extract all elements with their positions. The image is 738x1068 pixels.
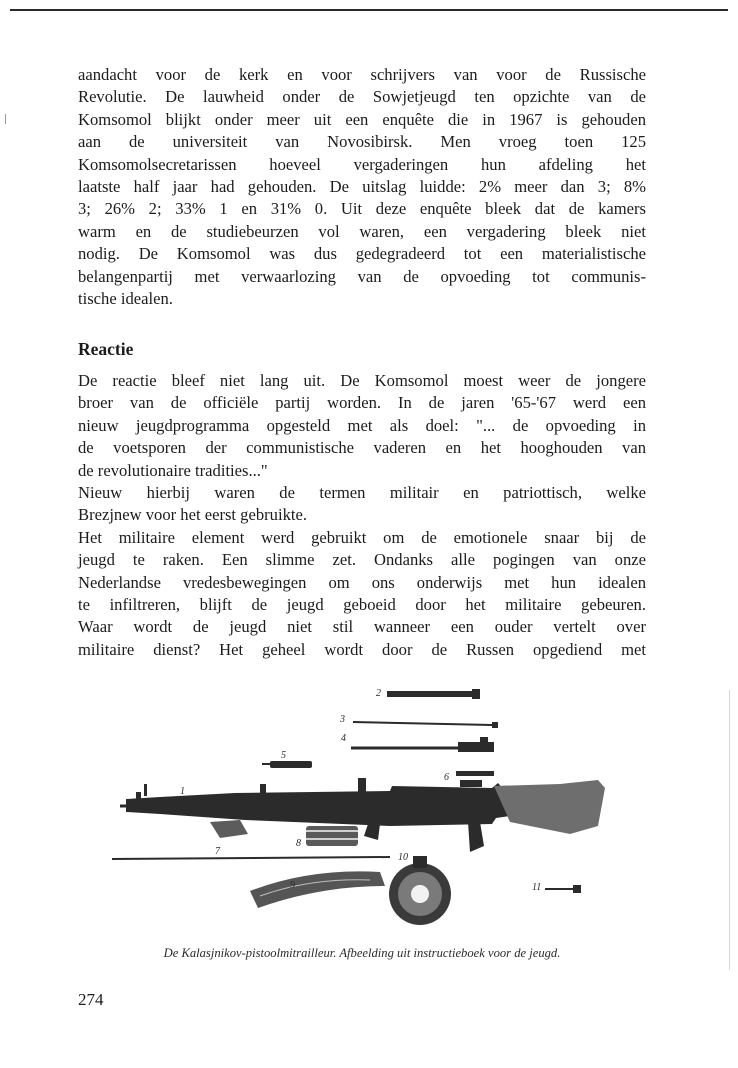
text-line: de voetsporen der communistische vaderen en het hooghouden van	[78, 438, 646, 458]
text-line: Brezjnew voor het eerst gebruikte.	[78, 505, 307, 525]
text-line: tische idealen.	[78, 289, 173, 309]
cleaning-rod-part	[353, 722, 498, 728]
part-label-9: 9	[290, 880, 295, 891]
text-line: Nieuw hierbij waren de termen militair en patriottisch, welke	[78, 483, 646, 503]
part-label-6: 6	[444, 772, 449, 783]
paragraph-2	[78, 370, 646, 661]
text-line: Komsomolsecretarissen hoeveel vergaderingen hun afdeling het	[78, 154, 646, 174]
section-heading: Reactie	[78, 339, 134, 359]
text-line: aan de universiteit van Novosibirsk. Men vroeg toen 125	[78, 132, 646, 152]
part-label-8: 8	[296, 838, 301, 849]
rifle-illustration	[100, 676, 645, 931]
text-line: nieuw jeugdprogramma opgesteld met als doel: "... de opvoeding in	[78, 415, 646, 435]
text-line: laatste half jaar had gehouden. De uitslag luidde: 2% meer dan 3; 8%	[78, 177, 646, 197]
text-line: De reactie bleef niet lang uit. De Komsomol moest weer de jongere	[78, 371, 646, 390]
text-line: jeugd te raken. Een slimme zet. Ondanks alle pogingen van onze	[78, 550, 646, 570]
text-line: Het militaire element werd gebruikt om de emotionele snaar bij de	[78, 527, 646, 547]
part-label-10: 10	[398, 852, 408, 863]
gas-tube-part	[387, 689, 480, 699]
small-part	[545, 885, 581, 893]
top-rule	[10, 9, 728, 11]
text-line: nodig. De Komsomol was dus gedegradeerd tot een materialistische	[78, 244, 646, 264]
figure-caption: De Kalasjnikov-pistoolmitrailleur. Afbeelding uit instructieboek voor de jeugd.	[163, 946, 561, 960]
text-line: Komsomol blijkt onder meer uit een enquête die in 1967 is gehouden	[78, 109, 646, 129]
drum-magazine-part	[389, 856, 451, 925]
part-label-1: 1	[180, 786, 185, 797]
part-label-5: 5	[281, 750, 286, 761]
part-label-4: 4	[341, 733, 346, 744]
return-spring-part	[456, 771, 494, 787]
magazine-part	[250, 871, 385, 908]
part-label-11: 11	[532, 882, 542, 893]
text-line: 3; 26% 2; 33% 1 en 31% 0. Uit deze enquête bleek dat de kamers	[78, 199, 646, 219]
scan-edge	[729, 690, 730, 970]
text-line: Revolutie. De lauwheid onder de Sowjetjeugd ten opzichte van de	[78, 87, 646, 107]
text-line: broer van de officiële partij worden. In de jaren '65-'67 werd een	[78, 393, 646, 413]
bolt-carrier-part	[351, 737, 494, 752]
paragraph-1	[78, 64, 646, 310]
text-line: belangenpartij met verwaarlozing van de opvoeding tot communis-	[78, 266, 646, 286]
text-line: Waar wordt de jeugd niet stil wanneer een ouder vertelt over	[78, 617, 646, 637]
bolt-part	[262, 761, 312, 768]
text-line: Nederlandse vredesbewegingen om ons onderwijs met hun idealen	[78, 572, 646, 592]
text-line: de revolutionaire tradities..."	[78, 460, 268, 480]
text-line: te infiltreren, blijft de jeugd geboeid door het militaire gebeuren.	[78, 595, 646, 615]
page-number: 274	[78, 990, 104, 1009]
part-label-2: 2	[376, 688, 381, 699]
part-label-7: 7	[215, 846, 220, 857]
scan-mark	[5, 114, 6, 124]
rifle-figure	[100, 676, 645, 931]
handguard-part	[306, 826, 358, 846]
rifle-body	[120, 778, 605, 852]
text-line: militaire dienst? Het geheel wordt door de Russen opgediend met	[78, 639, 646, 659]
part-label-3: 3	[340, 714, 345, 725]
text-line: warm en de studiebeurzen vol waren, een vergadering bleek niet	[78, 221, 646, 241]
text-line: aandacht voor de kerk en voor schrijvers van voor de Russische	[78, 65, 646, 84]
long-rod-part	[112, 857, 390, 859]
